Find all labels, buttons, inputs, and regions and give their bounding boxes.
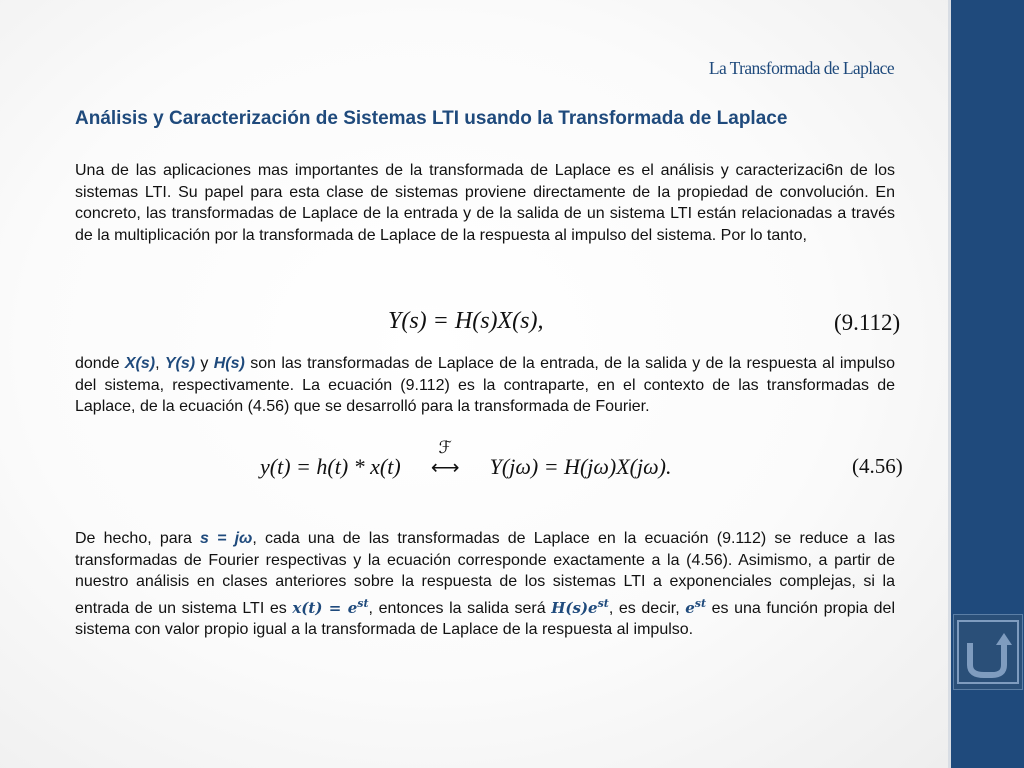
fourier-arrow: ℱ ⟷ xyxy=(430,438,460,479)
return-button[interactable] xyxy=(953,614,1023,690)
equation-number-9-112: (9.112) xyxy=(834,310,901,335)
paragraph-intro: Una de las aplicaciones mas importantes de la transformada de Laplace es el análisis y caracterizaci6n de los sistemas LTI. Su papel para esta clase de sistemas proviene directamente de Ia propiedad de convolución. En concreto, las transformadas de Laplace de la entrada y de la salida de un sistema LTI están relacionadas a través de la multiplicación por la transformada de Laplace de la respuesta al impulso del sistema. Por lo tanto, xyxy=(75,162,895,244)
section-subtitle: Análisis y Caracterización de Sistemas LTI usando la Transformada de Laplace xyxy=(75,108,788,129)
var-h-s: H(s) xyxy=(213,355,245,372)
var-x-s: X(s) xyxy=(124,355,156,372)
var-s-jw: s = jω xyxy=(200,530,253,547)
equation-rhs: Y(jω) = H(jω)X(jω). xyxy=(489,454,672,479)
equation-expression: Y(s) = H(s)X(s), xyxy=(388,308,544,334)
u-turn-return-icon xyxy=(954,615,1022,689)
math-eigenfunction: $e^{st}$ xyxy=(685,596,707,617)
equation-number-4-56: (4.56) xyxy=(852,454,903,478)
var-y-s: Y(s) xyxy=(164,355,196,372)
paragraph-analysis: De hecho, para s = jω, cada una de las transformadas de Laplace en la ecuación (9.112) se reduce a Ias transformadas de Fourier respectivas y la ecuación corresponde exactamente a la (4.56). Asimismo, a partir de nuestro análisis en clases anteriores sobre la respuesta de los sistemas LTI a exponenciales complejas, si la entrada de un sistema LTI es $x(t) = e^{st}$, entonces la salida será $H(s)e^{st}$, es decir, $e^{st}$ es una función propia del sistema con valor propio igual a la transformada de Laplace de la respuesta al impulso. xyxy=(75,530,896,638)
header-title: La Transformada de Laplace xyxy=(708,58,894,78)
equation-4-56 xyxy=(260,438,672,480)
paragraph-definitions: donde X(s), Y(s) y H(s) son las transformadas de Laplace de la entrada, de la salida y de la respuesta al impulso del sistema, respectivamente. La ecuación (9.112) es la contraparte, en el contexto de las transformadas de Laplace, de la ecuación (4.56) que se desarrolló para la transformada de Fourier. xyxy=(75,355,896,415)
equation-9-112 xyxy=(388,308,544,335)
math-output: $H(s)e^{st}$ xyxy=(551,596,609,617)
equation-lhs: y(t) = h(t) * x(t) xyxy=(260,454,401,479)
math-input-exponential: $x(t) = e^{st}$ xyxy=(292,596,369,617)
